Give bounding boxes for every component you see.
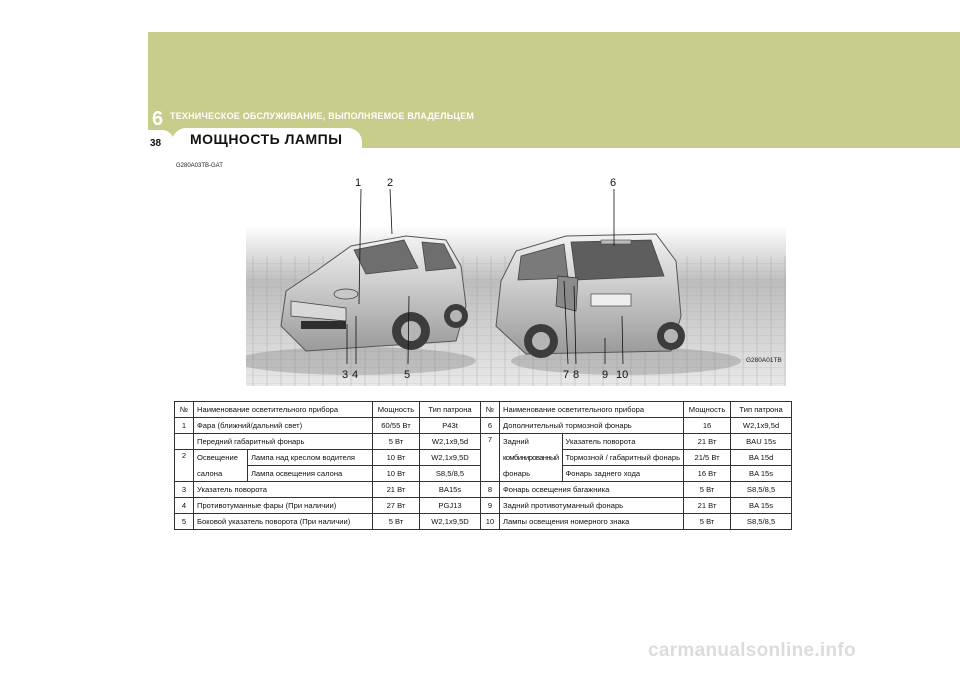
cell-socket: BAU 15s bbox=[731, 434, 792, 450]
cell-power: 60/55 Вт bbox=[373, 418, 420, 434]
header-name-2: Наименование осветительного прибора bbox=[500, 402, 684, 418]
cell-num: 2 bbox=[175, 450, 194, 482]
cell-socket: P43t bbox=[420, 418, 481, 434]
lamp-wattage-table bbox=[174, 401, 792, 530]
callout-1: 1 bbox=[355, 177, 362, 189]
cell-sub: Лампа над креслом водителя bbox=[247, 450, 372, 466]
cell-socket: PGJ13 bbox=[420, 498, 481, 514]
cell-name: Лампы освещения номерного знака bbox=[500, 514, 684, 530]
chapter-number: 6 bbox=[152, 108, 164, 130]
image-code-bottom: G280A01TB bbox=[746, 357, 782, 364]
cell-power: 16 Вт bbox=[684, 466, 731, 482]
cell-power: 5 Вт bbox=[373, 434, 420, 450]
watermark: carmanualsonline.info bbox=[648, 640, 856, 661]
cell-power: 21/5 Вт bbox=[684, 450, 731, 466]
cell-num: 5 bbox=[175, 514, 194, 530]
cell-num: 3 bbox=[175, 482, 194, 498]
page-number: 38 bbox=[150, 138, 162, 149]
header-power-2: Мощность bbox=[684, 402, 731, 418]
cell-socket: S8,5/8,5 bbox=[731, 482, 792, 498]
cell-power: 27 Вт bbox=[373, 498, 420, 514]
cell-power: 10 Вт bbox=[373, 466, 420, 482]
cell-name: Дополнительный тормозной фонарь bbox=[500, 418, 684, 434]
table-row bbox=[175, 482, 792, 498]
cell-socket: S8,5/8,5 bbox=[420, 466, 481, 482]
cell-group: Освещение bbox=[194, 450, 248, 466]
callout-5: 5 bbox=[404, 369, 411, 381]
cell-group: салона bbox=[194, 466, 248, 482]
cell-name: Фонарь освещения багажника bbox=[500, 482, 684, 498]
table-header-row bbox=[175, 402, 792, 418]
cell-name: Фара (ближний/дальний свет) bbox=[194, 418, 373, 434]
cell-sub: Лампа освещения салона bbox=[247, 466, 372, 482]
cell-num: 6 bbox=[481, 418, 500, 434]
cell-power: 21 Вт bbox=[373, 482, 420, 498]
cell-num: 9 bbox=[481, 498, 500, 514]
callout-9: 9 bbox=[602, 369, 609, 381]
cell-name: Указатель поворота bbox=[194, 482, 373, 498]
header-socket: Тип патрона bbox=[420, 402, 481, 418]
cell-socket: BA 15d bbox=[731, 450, 792, 466]
cell-power: 21 Вт bbox=[684, 498, 731, 514]
cell-socket: BA 15s bbox=[731, 498, 792, 514]
table-row bbox=[175, 434, 792, 450]
callout-8: 8 bbox=[573, 369, 580, 381]
header-name: Наименование осветительного прибора bbox=[194, 402, 373, 418]
cell-num: 1 bbox=[175, 418, 194, 434]
cell-socket: BA 15s bbox=[731, 466, 792, 482]
cell-name: Передний габаритный фонарь bbox=[194, 434, 373, 450]
cell-group: комбинированный bbox=[500, 450, 563, 466]
table-row bbox=[175, 514, 792, 530]
cell-power: 5 Вт bbox=[684, 514, 731, 530]
cell-power: 10 Вт bbox=[373, 450, 420, 466]
cell-group: Задний bbox=[500, 434, 563, 450]
cell-power: 5 Вт bbox=[373, 514, 420, 530]
cell-power: 5 Вт bbox=[684, 482, 731, 498]
header-socket-2: Тип патрона bbox=[731, 402, 792, 418]
cell-name: Боковой указатель поворота (При наличии) bbox=[194, 514, 373, 530]
car-illustration bbox=[246, 176, 786, 386]
header-num: № bbox=[175, 402, 194, 418]
cell-num: 8 bbox=[481, 482, 500, 498]
rear-car bbox=[496, 234, 685, 358]
cell-num: 10 bbox=[481, 514, 500, 530]
callout-10: 10 bbox=[616, 369, 629, 381]
header-num-2: № bbox=[481, 402, 500, 418]
cell-power: 16 bbox=[684, 418, 731, 434]
cell-socket: W2,1x9,5D bbox=[420, 450, 481, 466]
cell-name: Задний противотуманный фонарь bbox=[500, 498, 684, 514]
callout-6: 6 bbox=[610, 177, 617, 189]
header-power: Мощность bbox=[373, 402, 420, 418]
cell-socket: W2,1x9,5d bbox=[420, 434, 481, 450]
cell-num: 7 bbox=[481, 434, 500, 482]
cell-num bbox=[175, 434, 194, 450]
cell-power: 21 Вт bbox=[684, 434, 731, 450]
cell-socket: S8,5/8,5 bbox=[731, 514, 792, 530]
cell-sub: Тормозной / габаритный фонарь bbox=[562, 450, 684, 466]
cell-socket: BA15s bbox=[420, 482, 481, 498]
cell-sub: Указатель поворота bbox=[562, 434, 684, 450]
chapter-title: ТЕХНИЧЕСКОЕ ОБСЛУЖИВАНИЕ, ВЫПОЛНЯЕМОЕ ВЛАДЕЛЬЦЕМ bbox=[170, 111, 475, 121]
table-row bbox=[175, 418, 792, 434]
callout-3: 3 bbox=[342, 369, 349, 381]
callout-7: 7 bbox=[563, 369, 570, 381]
section-title: МОЩНОСТЬ ЛАМПЫ bbox=[190, 131, 343, 147]
image-code: G280A03TB-GAT bbox=[176, 163, 223, 169]
cell-name: Противотуманные фары (При наличии) bbox=[194, 498, 373, 514]
cell-sub: Фонарь заднего хода bbox=[562, 466, 684, 482]
cell-group: фонарь bbox=[500, 466, 563, 482]
callout-4: 4 bbox=[352, 369, 359, 381]
cell-socket: W2,1x9,5D bbox=[420, 514, 481, 530]
table-row bbox=[175, 498, 792, 514]
cell-num: 4 bbox=[175, 498, 194, 514]
cell-socket: W2,1x9,5d bbox=[731, 418, 792, 434]
callout-2: 2 bbox=[387, 177, 394, 189]
